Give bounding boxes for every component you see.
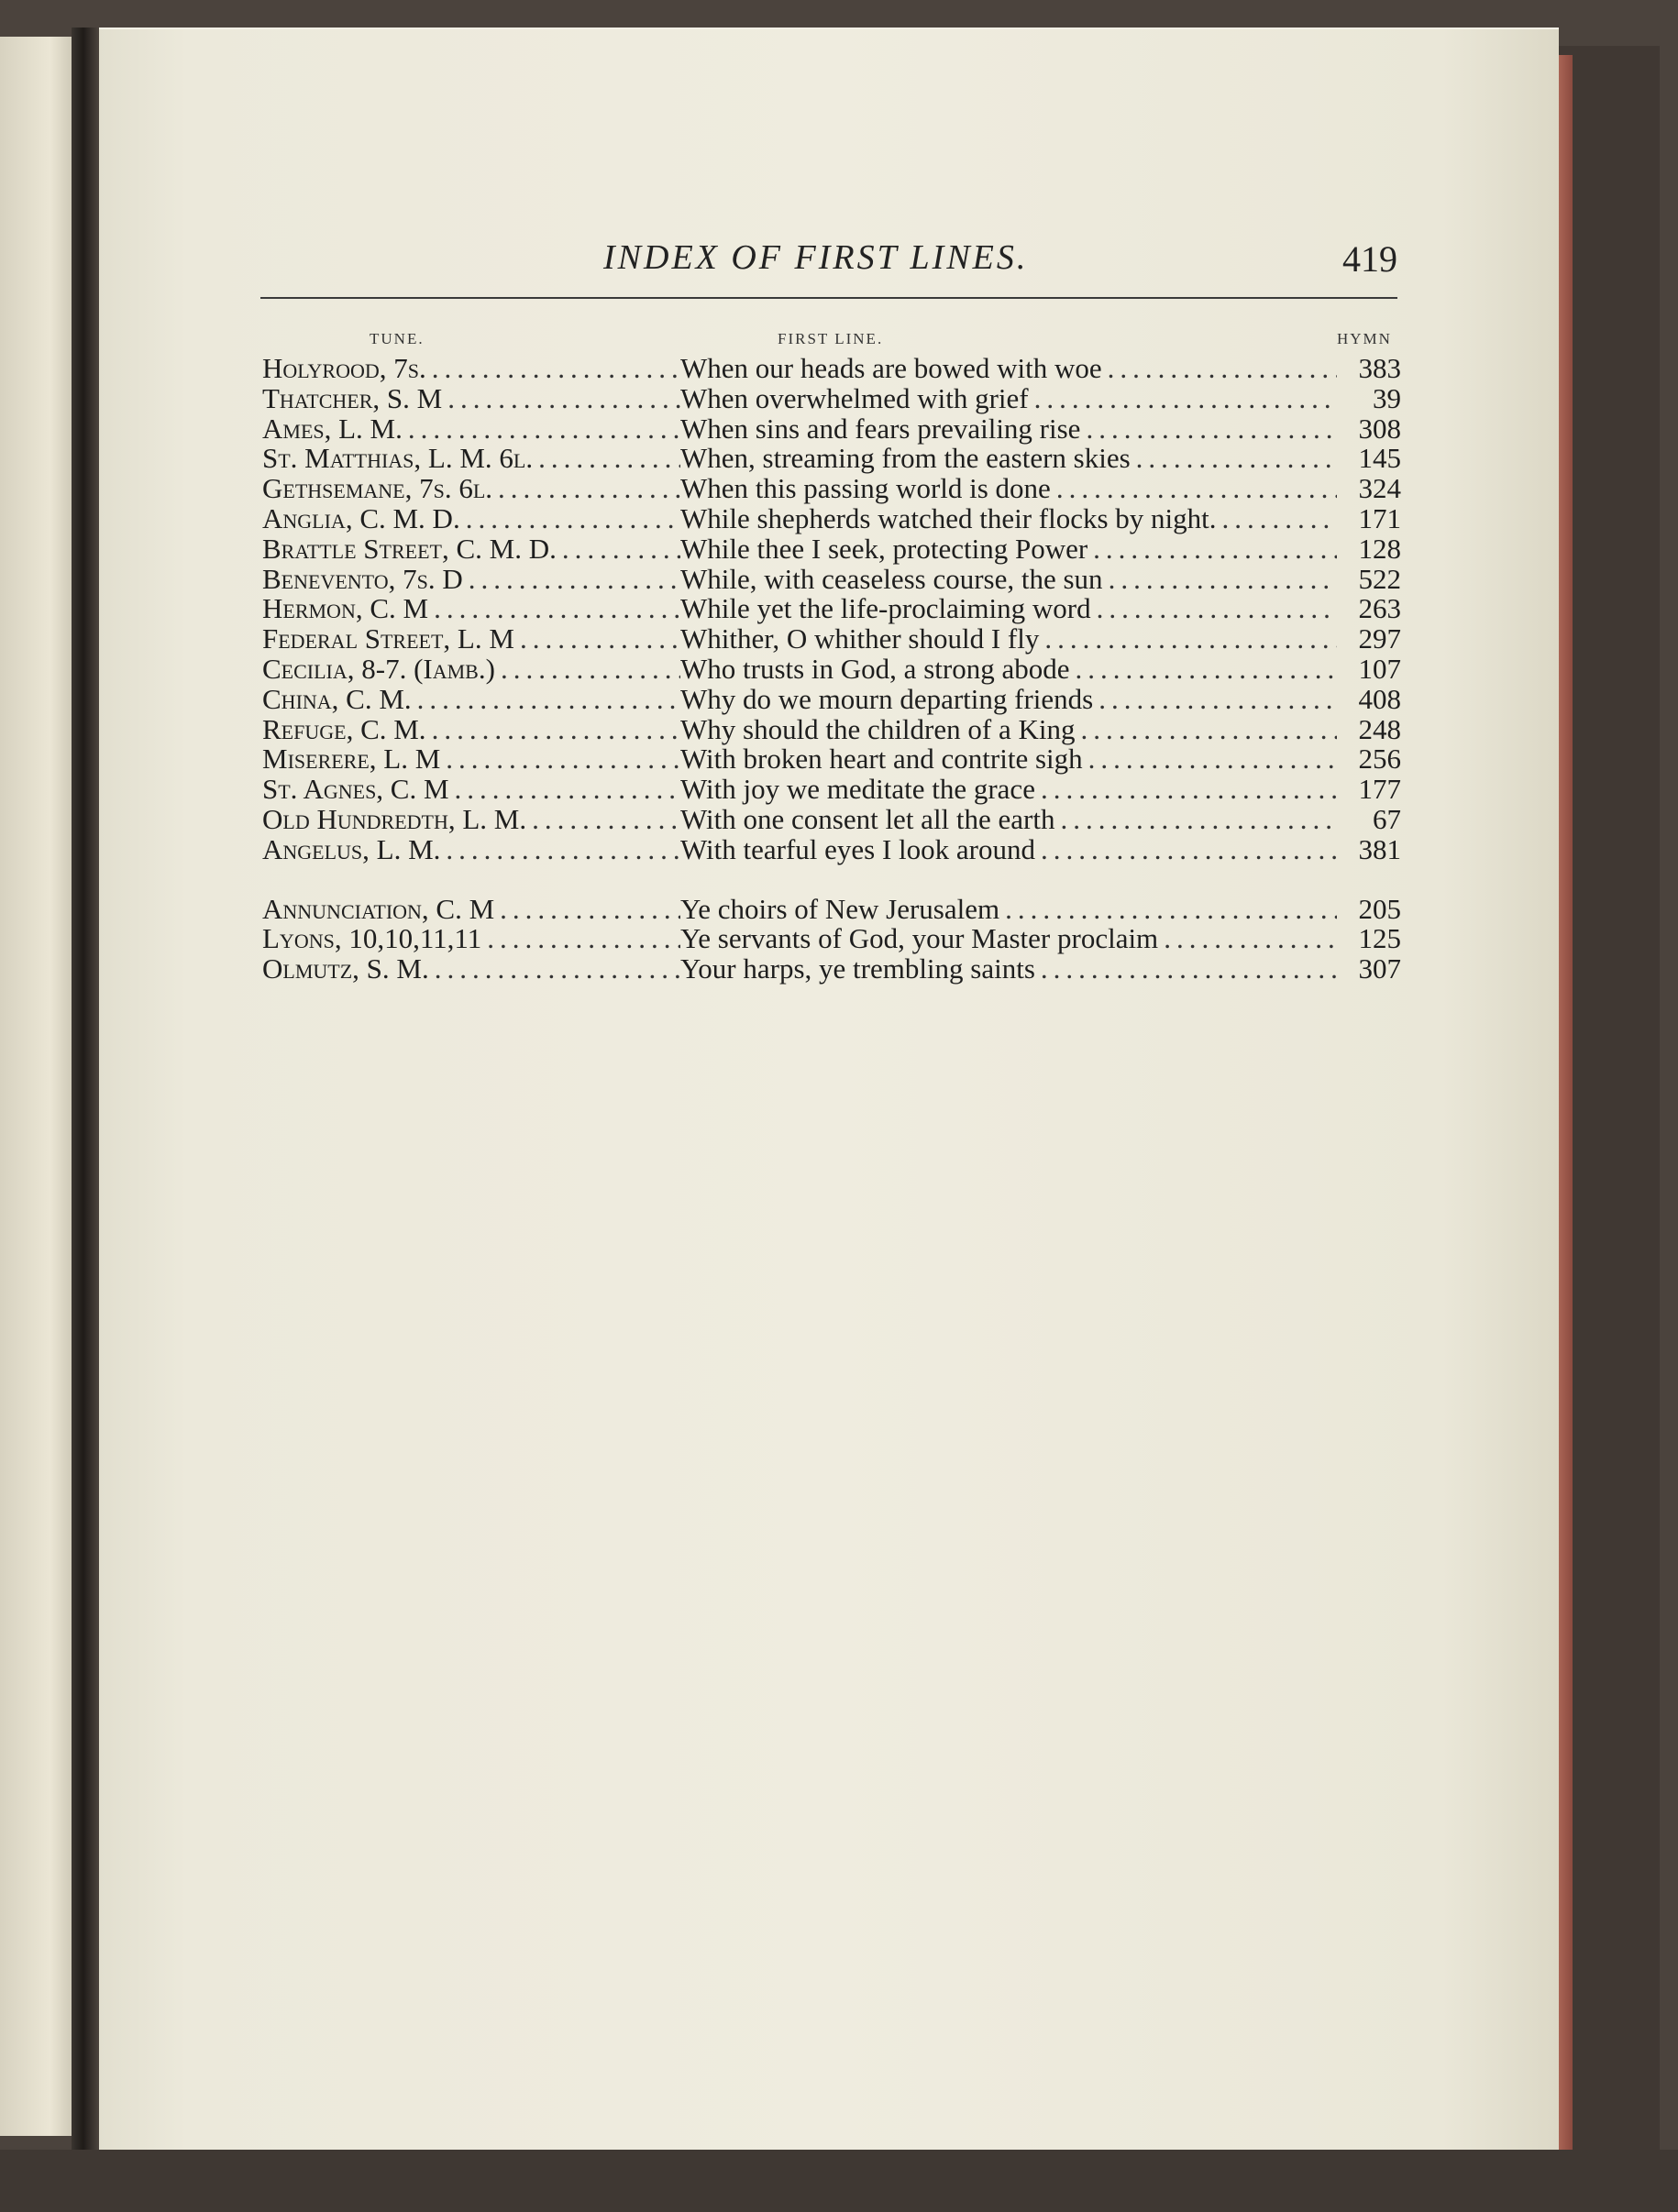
dot-leader	[1041, 833, 1337, 866]
hymn-number: 408	[1358, 682, 1401, 715]
tune-name: Olmutz, S. M.	[262, 952, 429, 985]
first-line-text: When, streaming from the eastern skies	[680, 442, 1131, 475]
dot-leader	[538, 442, 680, 475]
first-line-cell	[680, 922, 1337, 955]
first-line-cell	[680, 803, 1337, 836]
hymn-number: 263	[1358, 592, 1401, 625]
dot-leader	[1136, 442, 1337, 475]
tune-name: Federal Street, L. M	[262, 622, 514, 655]
tune-cell	[262, 743, 680, 776]
dot-leader	[1061, 803, 1338, 836]
tune-cell	[262, 773, 680, 806]
tune-name: Anglia, C. M. D.	[262, 501, 460, 534]
dot-leader	[1108, 352, 1337, 385]
tune-name: Annunciation, C. M	[262, 892, 495, 925]
dot-leader	[1080, 713, 1337, 746]
first-line-text: When sins and fears prevailing rise	[680, 412, 1081, 445]
hymn-number: 67	[1373, 802, 1401, 835]
tune-name: Benevento, 7s. D	[262, 562, 463, 595]
index-row	[262, 592, 1401, 625]
tune-cell	[262, 563, 680, 596]
first-line-cell	[680, 352, 1337, 385]
index-row	[262, 743, 1401, 776]
dot-leader	[498, 472, 680, 505]
index-row	[262, 442, 1401, 475]
tune-cell	[262, 952, 680, 985]
first-line-text: While yet the life-proclaiming word	[680, 592, 1091, 625]
hymn-number: 39	[1373, 381, 1401, 414]
index-row	[262, 803, 1401, 833]
first-line-cell	[680, 833, 1337, 866]
hymn-number: 125	[1358, 922, 1401, 955]
dot-leader	[1075, 653, 1337, 686]
dot-leader	[446, 833, 680, 866]
tune-name: Gethsemane, 7s. 6l.	[262, 472, 493, 505]
first-line-cell	[680, 563, 1337, 596]
index-entries	[262, 352, 1401, 983]
dot-leader	[1109, 563, 1337, 596]
column-header-hymn: HYMN	[1337, 330, 1392, 347]
tune-cell	[262, 502, 680, 535]
dot-leader	[417, 683, 680, 716]
dot-leader	[469, 563, 680, 596]
first-line-text: With one consent let all the earth	[680, 802, 1055, 835]
tune-name: Ames, L. M.	[262, 412, 403, 445]
dot-leader	[1086, 413, 1337, 446]
hymn-number: 248	[1358, 712, 1401, 745]
dot-leader	[434, 592, 680, 625]
dot-leader	[1222, 502, 1337, 535]
first-line-cell	[680, 743, 1337, 776]
running-title: INDEX OF FIRST LINES.	[603, 238, 1029, 277]
tune-cell	[262, 653, 680, 686]
index-row	[262, 563, 1401, 593]
facing-page-edge	[0, 37, 72, 2136]
first-line-cell	[680, 893, 1337, 926]
first-line-text: Whither, O whither should I fly	[680, 622, 1040, 655]
tune-name: Thatcher, S. M	[262, 381, 443, 414]
page-header	[99, 233, 1559, 288]
page-number: 419	[1342, 238, 1397, 280]
tune-cell	[262, 352, 680, 385]
dot-leader	[1041, 773, 1337, 806]
first-line-text: With joy we meditate the grace	[680, 773, 1035, 806]
dot-leader	[1005, 893, 1337, 926]
tune-cell	[262, 533, 680, 566]
index-row	[262, 533, 1401, 563]
book-page	[99, 28, 1559, 2156]
first-line-text: With broken heart and contrite sigh	[680, 743, 1083, 776]
book-bottom-edge	[0, 2150, 1678, 2212]
tune-name: Miserere, L. M	[262, 743, 441, 776]
tune-cell	[262, 382, 680, 415]
tune-name: Brattle Street, C. M. D.	[262, 532, 557, 565]
tune-name: Lyons, 10,10,11,11	[262, 922, 482, 955]
hymn-number: 383	[1358, 352, 1401, 384]
index-row	[262, 382, 1401, 413]
first-line-cell	[680, 502, 1337, 535]
index-row	[262, 472, 1401, 505]
first-line-text: Ye choirs of New Jerusalem	[680, 892, 1000, 925]
hymn-number: 256	[1358, 743, 1401, 776]
first-line-text: When overwhelmed with grief	[680, 381, 1029, 414]
dot-leader	[1041, 952, 1337, 985]
hymn-number: 297	[1358, 622, 1401, 655]
dot-leader	[1034, 382, 1337, 415]
first-line-cell	[680, 382, 1337, 415]
first-line-cell	[680, 622, 1337, 655]
index-row	[262, 413, 1401, 443]
dot-leader	[1044, 622, 1337, 655]
first-line-text: When our heads are bowed with woe	[680, 352, 1102, 384]
first-line-text: When this passing world is done	[680, 472, 1051, 505]
book-gutter	[72, 28, 101, 2154]
tune-name: St. Agnes, C. M	[262, 773, 449, 806]
first-line-text: While shepherds watched their flocks by night.	[680, 501, 1217, 534]
dot-leader	[408, 413, 680, 446]
hymn-number: 107	[1358, 652, 1401, 685]
tune-cell	[262, 922, 680, 955]
first-line-text: Why should the children of a King	[680, 712, 1076, 745]
tune-name: Hermon, C. M	[262, 592, 429, 625]
first-line-cell	[680, 533, 1337, 566]
hymn-number: 522	[1358, 562, 1401, 595]
tune-cell	[262, 683, 680, 716]
column-header-first-line: FIRST LINE.	[778, 330, 884, 347]
first-line-cell	[680, 413, 1337, 446]
dot-leader	[501, 653, 680, 686]
hymn-number: 145	[1358, 442, 1401, 475]
dot-leader	[455, 773, 680, 806]
dot-leader	[432, 713, 680, 746]
dot-leader	[520, 622, 680, 655]
first-line-text: Ye servants of God, your Master proclaim	[680, 922, 1159, 955]
first-line-cell	[680, 653, 1337, 686]
tune-name: Holyrood, 7s.	[262, 352, 426, 384]
first-line-text: While, with ceaseless course, the sun	[680, 562, 1103, 595]
index-row	[262, 922, 1401, 955]
header-rule	[260, 297, 1397, 299]
tune-cell	[262, 442, 680, 475]
first-line-cell	[680, 442, 1337, 475]
tune-name: China, C. M.	[262, 682, 412, 715]
dot-leader	[466, 502, 680, 535]
first-line-text: While thee I seek, protecting Power	[680, 532, 1088, 565]
tune-cell	[262, 803, 680, 836]
tune-cell	[262, 622, 680, 655]
first-line-cell	[680, 952, 1337, 985]
dot-leader	[1093, 533, 1337, 566]
first-line-cell	[680, 592, 1337, 625]
dot-leader	[1088, 743, 1337, 776]
index-row	[262, 683, 1401, 713]
tune-name: Cecilia, 8-7. (Iamb.)	[262, 652, 495, 685]
dot-leader	[500, 893, 680, 926]
hymn-number: 177	[1358, 773, 1401, 806]
index-row	[262, 502, 1401, 533]
first-line-text: Who trusts in God, a strong abode	[680, 652, 1070, 685]
tune-cell	[262, 413, 680, 446]
dot-leader	[1164, 922, 1337, 955]
dot-leader	[532, 803, 680, 836]
tune-cell	[262, 472, 680, 505]
dot-leader	[446, 743, 680, 776]
index-row	[262, 653, 1401, 683]
dot-leader	[435, 952, 680, 985]
index-row	[262, 952, 1401, 983]
dot-leader	[1098, 683, 1337, 716]
hymn-number: 324	[1358, 472, 1401, 505]
first-line-text: With tearful eyes I look around	[680, 832, 1035, 865]
index-row	[262, 352, 1401, 382]
dot-leader	[447, 382, 680, 415]
index-row	[262, 893, 1401, 923]
dot-leader	[487, 922, 680, 955]
hymn-number: 308	[1358, 412, 1401, 445]
tune-name: St. Matthias, L. M. 6l.	[262, 442, 534, 475]
dot-leader	[1097, 592, 1337, 625]
first-line-cell	[680, 683, 1337, 716]
tune-cell	[262, 893, 680, 926]
tune-name: Old Hundredth, L. M.	[262, 802, 527, 835]
first-line-cell	[680, 713, 1337, 746]
tune-name: Angelus, L. M.	[262, 832, 441, 865]
tune-cell	[262, 833, 680, 866]
tune-name: Refuge, C. M.	[262, 712, 426, 745]
index-row	[262, 713, 1401, 743]
hymn-number: 205	[1358, 892, 1401, 925]
hymn-number: 381	[1358, 832, 1401, 865]
first-line-text: Your harps, ye trembling saints	[680, 952, 1035, 985]
first-line-cell	[680, 472, 1337, 505]
tune-cell	[262, 592, 680, 625]
index-row	[262, 833, 1401, 864]
index-row	[262, 773, 1401, 806]
first-line-text: Why do we mourn departing friends	[680, 682, 1094, 715]
column-header-tune: TUNE.	[370, 330, 425, 347]
first-line-cell	[680, 773, 1337, 806]
dot-leader	[432, 352, 680, 385]
tune-cell	[262, 713, 680, 746]
index-row	[262, 622, 1401, 653]
dot-leader	[562, 533, 680, 566]
hymn-number: 128	[1358, 532, 1401, 565]
hymn-number: 307	[1358, 952, 1401, 985]
hymn-number: 171	[1358, 501, 1401, 534]
dot-leader	[1056, 472, 1337, 505]
